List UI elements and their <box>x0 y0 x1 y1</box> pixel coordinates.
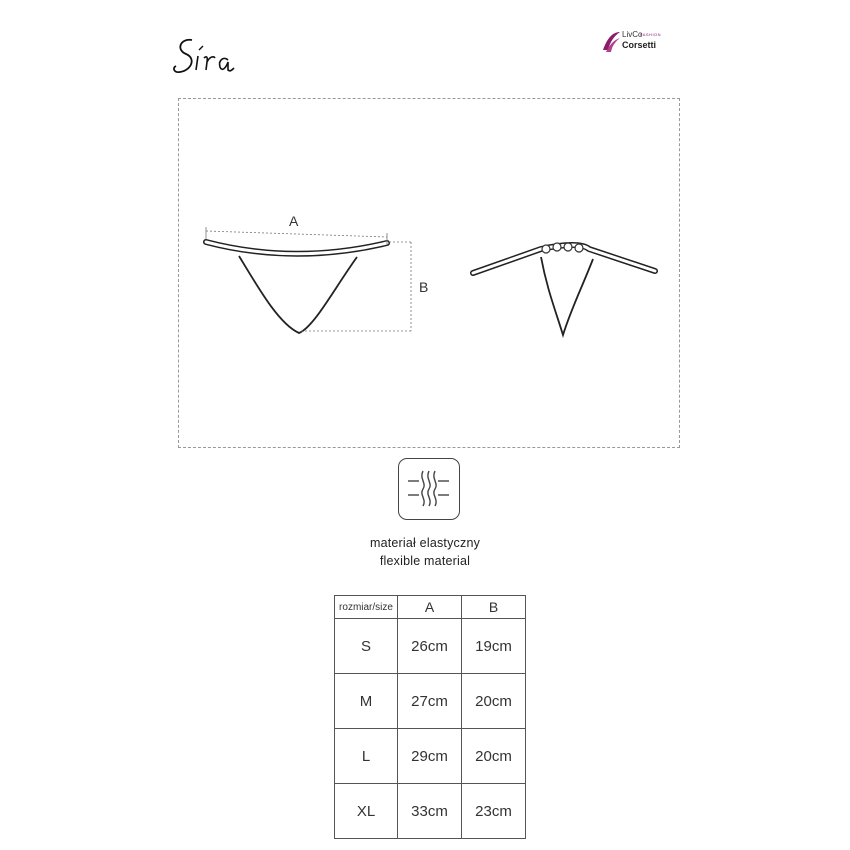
stretch-fabric-icon <box>398 458 460 520</box>
table-row <box>335 619 526 674</box>
back-view-illustration <box>473 243 655 335</box>
material-label-polish: materiał elastyczny <box>369 536 481 550</box>
header-a: A <box>398 596 462 619</box>
b-value-cell: 23cm <box>462 784 526 839</box>
collection-name-logo <box>170 30 250 80</box>
size-chart-table <box>334 595 526 839</box>
logo-text-mid: FASHION <box>640 32 662 37</box>
table-row <box>335 674 526 729</box>
material-label-english: flexible material <box>379 554 471 568</box>
logo-text-top: LivCo <box>622 30 643 39</box>
brand-logo <box>600 28 680 56</box>
header-size: rozmiar/size <box>335 596 398 619</box>
size-cell: M <box>335 674 398 729</box>
measurement-diagram <box>178 98 680 448</box>
logo-text-bottom: Corsetti <box>622 40 657 50</box>
size-cell: S <box>335 619 398 674</box>
size-cell: XL <box>335 784 398 839</box>
front-view-illustration <box>206 227 413 333</box>
b-value-cell: 20cm <box>462 729 526 784</box>
size-cell: L <box>335 729 398 784</box>
table-row <box>335 729 526 784</box>
a-value-cell: 33cm <box>398 784 462 839</box>
b-value-cell: 20cm <box>462 674 526 729</box>
dimension-a-label: A <box>289 213 299 229</box>
dimension-b-label: B <box>419 279 429 295</box>
header-b: B <box>462 596 526 619</box>
a-value-cell: 26cm <box>398 619 462 674</box>
a-value-cell: 27cm <box>398 674 462 729</box>
table-row <box>335 784 526 839</box>
size-table-header-row <box>335 596 526 619</box>
a-value-cell: 29cm <box>398 729 462 784</box>
b-value-cell: 19cm <box>462 619 526 674</box>
